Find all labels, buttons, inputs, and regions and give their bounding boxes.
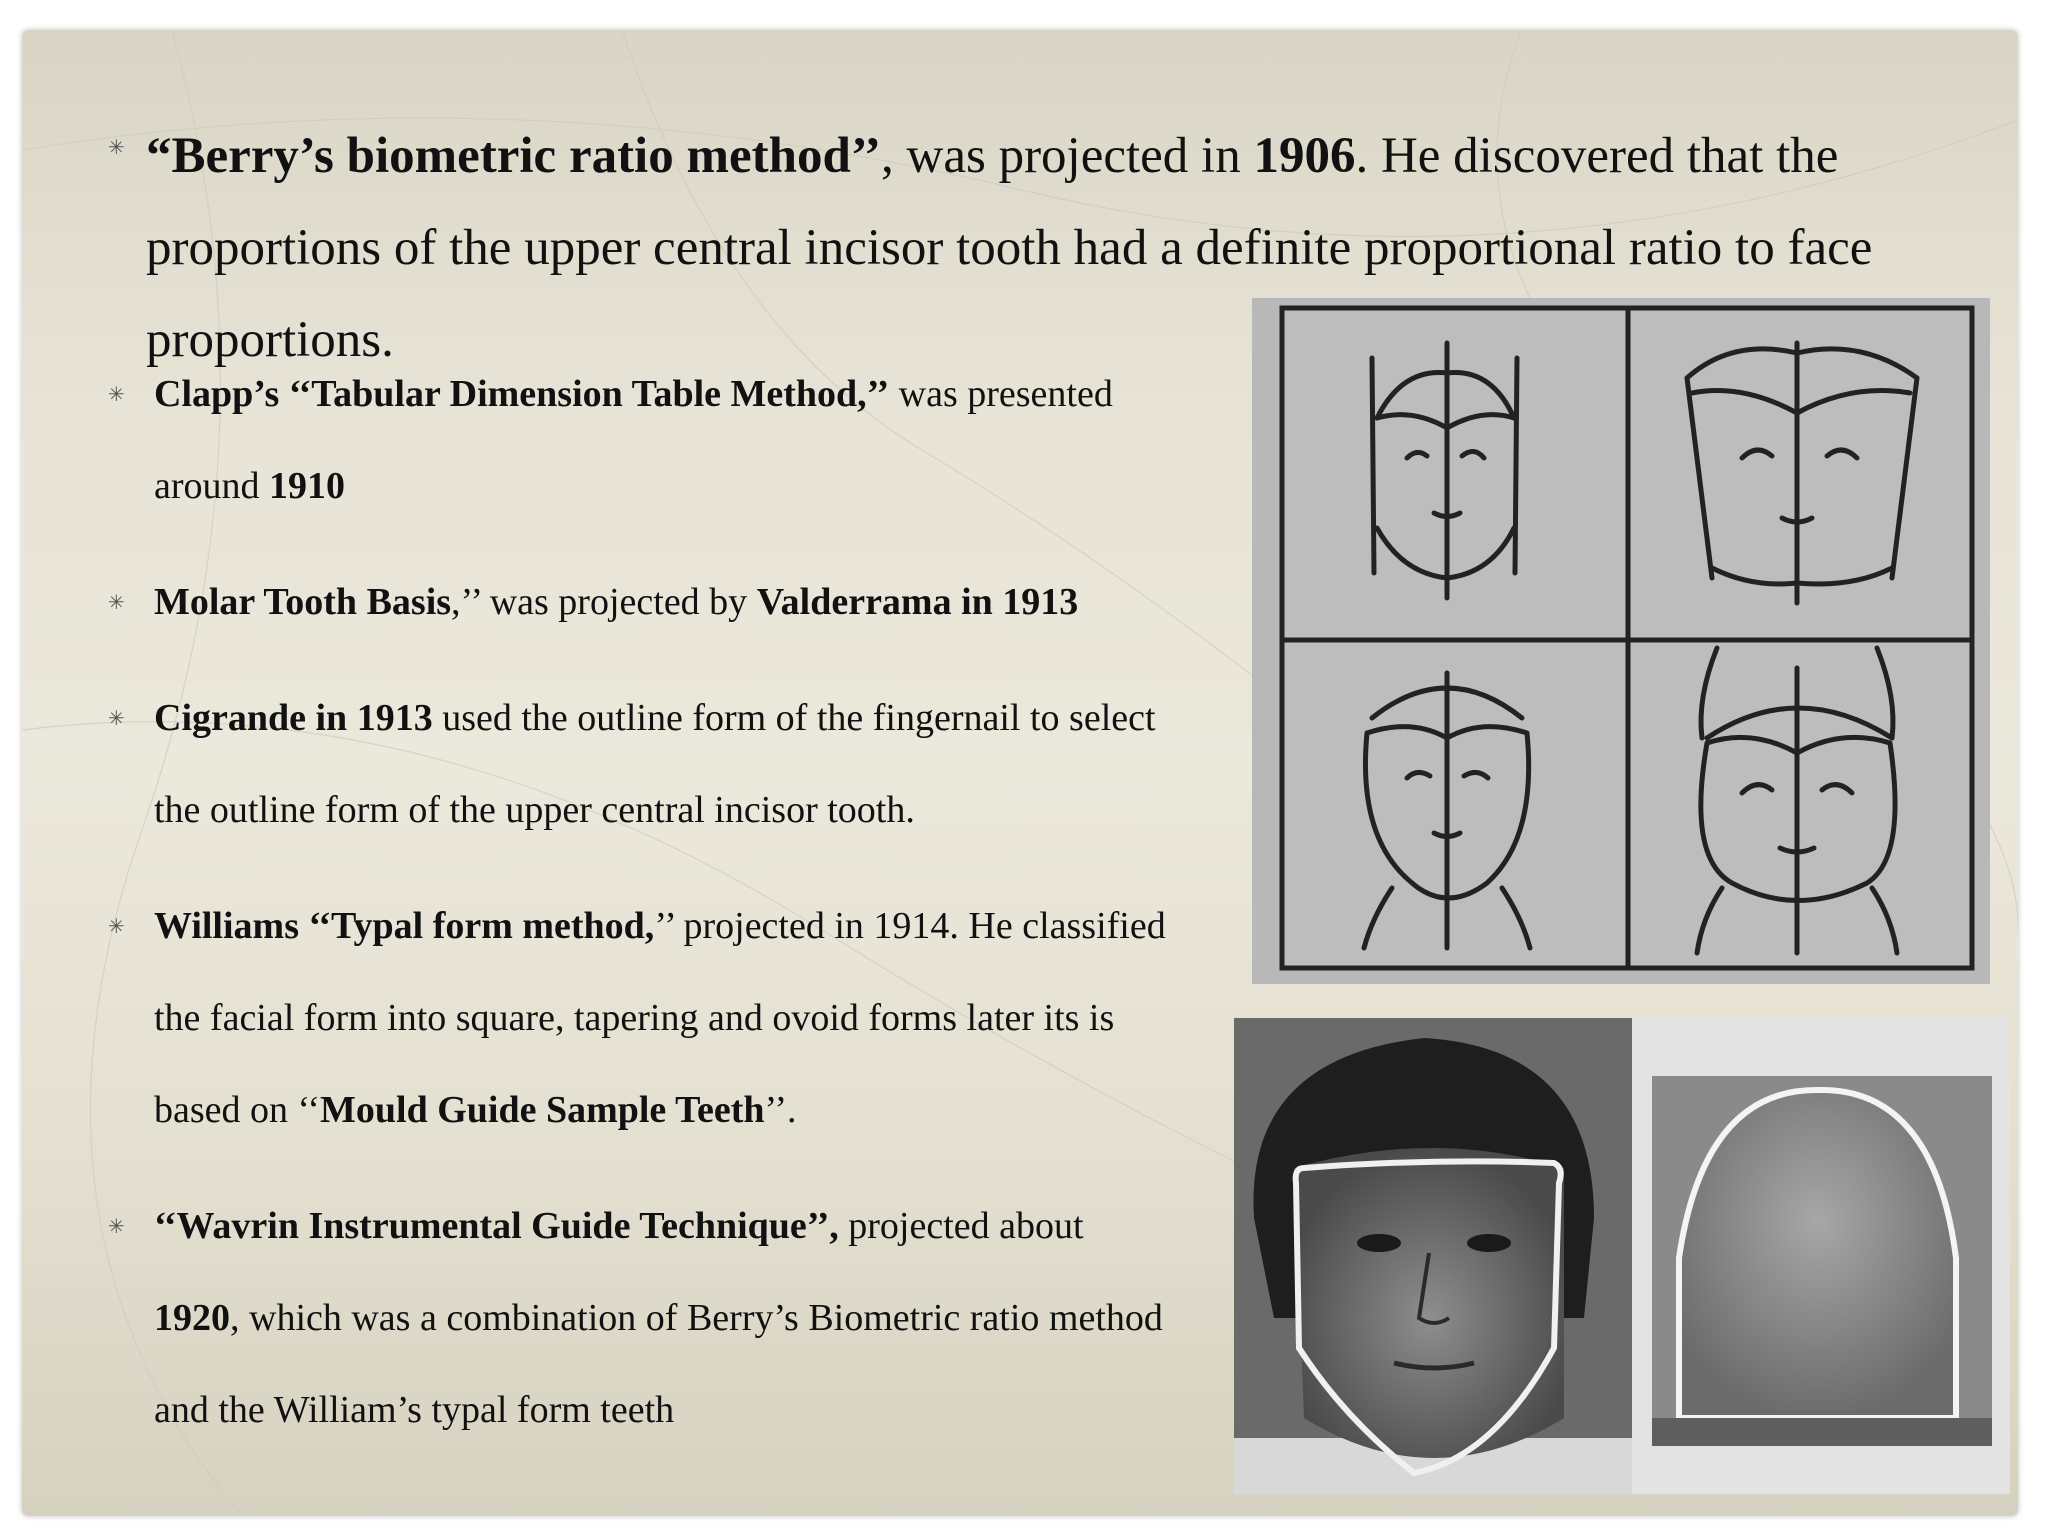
bullet-clapp [154, 348, 1174, 532]
bullet-text-bold: Molar Tooth Basis [154, 581, 452, 623]
bullet-text-bold: “Berry’s biometric ratio method’’ [146, 128, 881, 184]
bullet-text-bold: Williams ‘‘Typal form method, [154, 905, 655, 947]
bullet-text-bold: Valderrama in 1913 [756, 581, 1079, 623]
face-tooth-photo [1234, 1018, 2010, 1494]
bullet-marker: ✳ [108, 590, 125, 614]
bullet-text-bold: Cigrande in 1913 [154, 697, 433, 739]
bullet-valderrama [154, 556, 1174, 648]
bullet-wavrin [154, 1180, 1174, 1456]
bullet-text: ’’. [764, 1089, 797, 1131]
bullet-text-bold: Clapp’s ‘‘Tabular Dimension Table Method,’’ [154, 373, 890, 415]
bullet-text: . He discovered that the proportions of the upper central incisor tooth had a definite proportional ratio to face proportions. [146, 128, 1873, 368]
bullet-williams [154, 880, 1174, 1156]
bullet-text: , was projected in [881, 128, 1254, 184]
bullet-text: ’’ projected in 1914. He classified the facial form into square, tapering and ovoid forms later its is based on ‘‘ [154, 905, 1166, 1131]
bullet-text: projected about [838, 1205, 1084, 1247]
face-forms-drawing [1252, 298, 1990, 984]
bullet-text: ,’’ was projected by [451, 581, 757, 623]
bullet-marker: ✳ [108, 1214, 125, 1238]
bullet-text-bold: 1920 [154, 1297, 230, 1339]
bullet-marker: ✳ [108, 914, 125, 938]
bullet-text: was presented around [154, 373, 1113, 507]
bullet-marker: ✳ [108, 382, 125, 406]
face-outline-sketch-icon [1252, 298, 1990, 984]
bullet-text-bold: ‘‘Wavrin Instrumental Guide Technique’’, [154, 1205, 839, 1247]
bullet-text-bold: 1906 [1253, 128, 1356, 184]
slide [22, 30, 2018, 1516]
bullet-cigrande [154, 672, 1174, 856]
bullet-marker: ✳ [108, 706, 125, 730]
bullet-text: used the outline form of the fingernail to select the outline form of the upper central incisor tooth. [154, 697, 1156, 831]
bullet-marker: ✳ [108, 135, 125, 159]
face-photo-icon [1234, 1018, 2010, 1494]
bullet-text-bold: Mould Guide Sample Teeth [320, 1089, 765, 1131]
bullet-text: , which was a combination of Berry’s Biometric ratio method and the William’s typal form teeth [154, 1297, 1163, 1431]
bullet-text-bold: 1910 [269, 465, 346, 507]
